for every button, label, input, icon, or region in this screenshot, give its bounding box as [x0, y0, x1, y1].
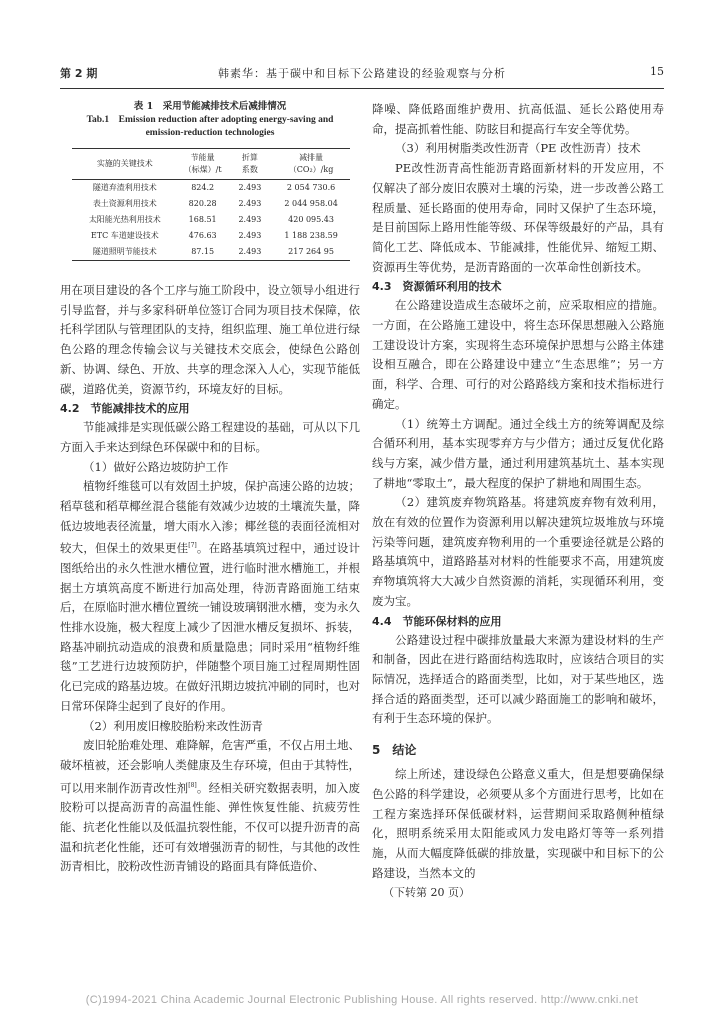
table-caption-cn: 表 1 采用节能减排技术后减排情况: [133, 101, 287, 112]
col-header-reduction: 减排量 （CO₂）/kg: [272, 149, 350, 180]
continued-note: （下转第 20 页）: [383, 886, 470, 900]
table-row: ETC 车道建设技术 476.63 2.493 1 188 238.59: [90, 231, 338, 240]
paragraph: （1）统筹土方调配。通过全线土方的统筹调配及综合循环利用，基本实现零弃方与少借方；通过反复优化路线与方案，减少借方量，通过利用建筑基坑土、基本实现了耕地“零取土”，最大程度的保护了耕地和周围生态。: [372, 416, 664, 490]
emission-table: [72, 148, 350, 261]
paragraph: 植物纤维毯可以有效固土护坡，保护高速公路的边坡；稻草毯和稻草椰丝混合毯能有效减少边坡的土壤流失量，降低边坡地表径流量，增大雨水入渗；椰丝毯的表面径流相对较大，但保土的效果更佳[7]。在路基填筑过程中，通过设计图纸给出的永久性泄水槽位置，进行临时泄水槽施工，并根据土方填筑高度不断进行加高处理，待沥青路面施工结束后，在原临时泄水槽位置统一铺设玻璃钢泄水槽，变为永久性排水设施，极大程度上减少了因泄水槽反复损坏、拆装，路基冲刷抗动造成的浪费和质量隐患；同时采用“植物纤维毯”工艺进行边坡预防护，伴随整个项目施工过程周期性固化已完成的路基边坡。在做好汛期边坡抗冲刷的同时，也对日常环保降尘起到了良好的作用。: [60, 479, 361, 713]
table-row: 表土资源利用技术 820.28 2.493 2 044 958.04: [92, 199, 338, 208]
citation: [8]: [188, 781, 197, 789]
table-caption-en-2: emission-reduction technologies: [145, 128, 275, 138]
page-number: 15: [650, 65, 664, 78]
col-header-energy-saving: 节能量 （标煤）/t: [178, 149, 228, 180]
section-heading-5: 5 结论: [372, 743, 417, 758]
paragraph: 综上所述，建设绿色公路意义重大，但是想要确保绿色公路的科学建设，必须要从多个方面进行思考，比如在工程方案选择环保低碳材料，运营期间采取路侧种植绿化，照明系统采用太阳能或风力发电路灯等等一系列措施，从而大幅度降低碳的排放量，实现碳中和目标下的公路建设，当然本文的: [372, 767, 664, 880]
running-header: [60, 63, 664, 85]
paragraph-continued: 降噪、降低路面维护费用、抗高低温、延长公路使用寿命，提高抓着性能、防眩目和提高行车安全等优势。: [372, 102, 664, 136]
table-row: 太阳能光热利用技术 168.51 2.493 420 095.43: [88, 215, 334, 224]
subsection-label: （2）利用废旧橡胶胎粉来改性沥青: [83, 718, 263, 733]
paragraph: PE改性沥青高性能沥青路面新材料的开发应用，不仅解决了部分废旧农膜对土壤的污染，进一步改善公路工程质量、延长路面的使用寿命，同时又保护了生态环境，是目前国际上路用性能等级、环保等级最好的产品，具有简化工艺、降低成本、节能减排，性能优异、缩短工期、资源再生等优势，是沥青路面的一次革命性创新技术。: [372, 161, 664, 274]
paragraph: 在公路建设造成生态破坏之前，应采取相应的措施。一方面，在公路施工建设中，将生态环保思想融入公路施工建设设计方案，实现将生态环境保护思想与公路主体建设相互融合，即在公路建设中建立“生态思维”；另一方面，科学、合理、可行的对公路路线方案和技术指标进行确定。: [372, 298, 664, 411]
copyright-footer: (C)1994-2021 China Academic Journal Electronic Publishing House. All rights reserved. http://www.cnki.net: [85, 994, 639, 1006]
paragraph: 节能减排是实现低碳公路工程建设的基础，可从以下几方面入手来达到绿色环保碳中和的目标。: [60, 420, 360, 454]
paragraph: （2）建筑废弃物筑路基。将建筑废弃物有效利用，放在有效的位置作为资源利用以解决建筑垃圾堆放与环境污染等问题，建筑废弃物利用的一个重要途径就是公路的路基填筑中，道路路基对材料的性能要求不高，用建筑废弃物填筑将大大减少自然资源的消耗，实现循环利用，变废为宝。: [372, 495, 664, 608]
left-column: [60, 100, 360, 877]
citation: [7]: [188, 542, 197, 550]
col-header-technology: 实施的关键技术: [72, 149, 178, 180]
right-column: [372, 100, 664, 903]
col-header-factor: 折算 系数: [228, 149, 272, 180]
running-title: 韩素华：基于碳中和目标下公路建设的经验观察与分析: [218, 67, 506, 80]
paragraph: 废旧轮胎难处理、难降解，危害严重，不仅占用土地、破坏植被，还会影响人类健康及生存环境，但由于其特性，可以用来制作沥青改性剂[8]。经相关研究数据表明，加入废胶粉可以提高沥青的高温性能、弹性恢复性能、抗疲劳性能、抗老化性能以及低温抗裂性能，不仅可以提升沥青的高温和抗老化性能，还可有效增强沥青的韧性，与其他的改性沥青相比，胶粉改性沥青铺设的路面具有降低造价、: [60, 738, 361, 874]
paragraph-continued: 用在项目建设的各个工序与施工阶段中，设立领导小组进行引导监督，并与多家科研单位签订合同为项目技术保障，依托科学团队与管理团队的支持，组织监理、施工单位进行绿色公路的理念传输会议与关键技术交底会，使绿色公路创新、协调、绿色、开放、共享的理念深入人心，实现节能低碳，道路优美，资源节约，环境友好的目标。: [60, 283, 360, 396]
table-row: 隧道弃渣利用技术 824.2 2.493 2 054 730.6: [92, 183, 336, 192]
issue-label: 第 2 期: [60, 67, 98, 80]
section-heading-4-3: 4.3 资源循环利用的技术: [372, 280, 502, 294]
paragraph: 公路建设过程中碳排放量最大来源为建设材料的生产和制备，因此在进行路面结构选取时，应该结合项目的实际情况，选择适合的路面类型，比如，对于某些地区，选择合适的路面类型，还可以减少路面施工的影响和破坏，有利于生态环境的保护。: [372, 632, 664, 726]
table-row: 隧道照明节能技术 87.15 2.493 217 264 95: [72, 244, 350, 261]
section-heading-4-4: 4.4 节能环保材料的应用: [372, 614, 502, 628]
subsection-label: （1）做好公路边坡防护工作: [83, 459, 229, 474]
table-caption-en-1: Tab.1 Emission reduction after adopting energy-saving and: [86, 115, 334, 125]
section-heading-4-2: 4.2 节能减排技术的应用: [60, 402, 190, 416]
header-rule: [60, 88, 664, 89]
subsection-label: （3）利用树脂类改性沥青（PE 改性沥青）技术: [395, 141, 641, 156]
